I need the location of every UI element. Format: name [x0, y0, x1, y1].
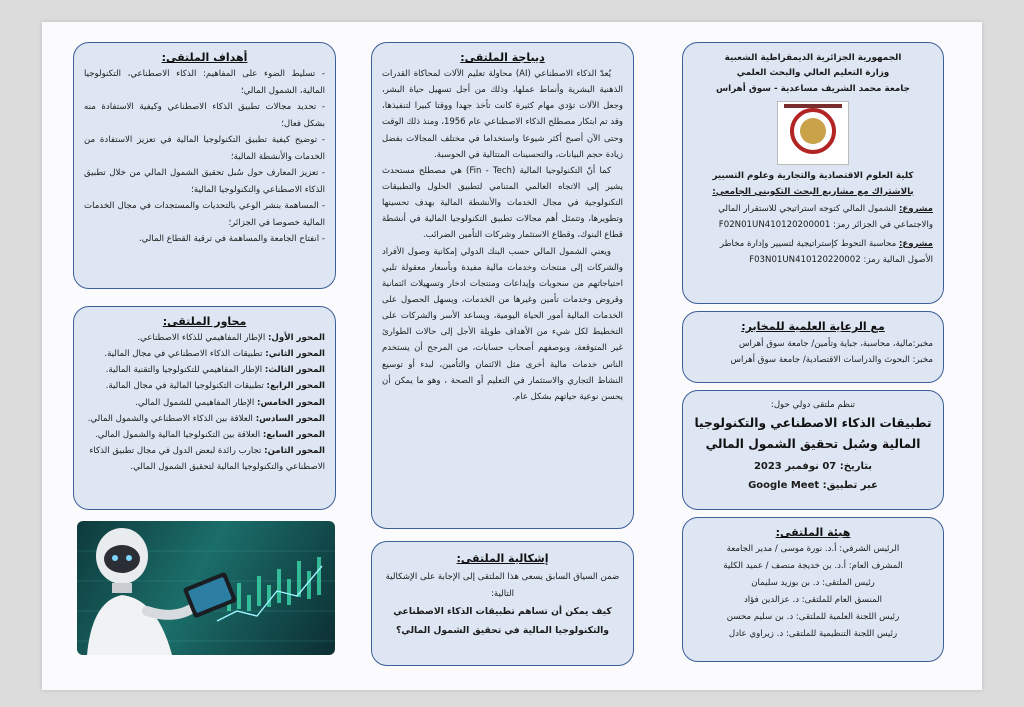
preface-title: ديباجة الملتقى:	[460, 51, 545, 64]
event-card	[682, 390, 944, 510]
axes-list	[84, 330, 325, 475]
project-2	[693, 237, 933, 269]
committee-list	[693, 541, 933, 643]
axis-text: العلاقة بين الذكاء الاصطناعي والشمول المالي.	[87, 413, 253, 424]
goal-item: - انفتاح الجامعة والمساهمة في ترقية القطاع المالي.	[138, 234, 325, 244]
axis-item	[84, 443, 325, 475]
labs-title: مع الرعاية العلمية للمخابر:	[741, 320, 885, 333]
goal-item: - المساهمة بنشر الوعي بالتحديات والمستجدات في مجال الخدمات المالية خصوصا في الجزائر؛	[84, 201, 325, 228]
axis-label: المحور السابع:	[262, 429, 325, 440]
project-1	[693, 202, 933, 234]
committee-member: رئيس اللجنة التنظيمية للملتقى: د. زيراوي عادل	[728, 628, 898, 639]
axis-item	[84, 378, 325, 394]
lab-2: مخبر: البحوث والدراسات الاقتصادية/ جامعة سوق أهراس	[730, 355, 933, 366]
lab-1: مخبر:مالية، محاسبة، جباية وتأمين/ جامعة سوق أهراس	[739, 339, 933, 349]
preface-card	[371, 42, 634, 529]
axis-text: الإطار المفاهيمي للذكاء الاصطناعي.	[137, 333, 266, 343]
axis-text: تجارب رائدة لبعض الدول في مجال تطبيق الذكاء الاصطناعي والتكنولوجيا المالية لتحقيق الشمول المالي.	[89, 446, 325, 473]
event-platform: عبر تطبيق: Google Meet	[748, 480, 878, 492]
ministry-line: وزارة التعليم العالي والبحث العلمي	[736, 68, 890, 79]
committee-member: المشرف العام: أ.د. بن خديجة منصف / عميد الكلية	[723, 560, 903, 571]
project-1-label: مشروع:	[898, 203, 933, 214]
preface-paragraph-2: كما أنّ التكنولوجيا المالية (Fin - Tech) هي مصطلح مستحدث يشير إلى الاتجاه العالمي المتنامي لتطبيق الحلول والتطبيقات التكنولوجية في مجال الخدمات والأنشطة المالية بهدف تحسينها وتطويرها، وتتمثل أهم مجالات تطبيق التكنولوجيا المالية في أنشطة قطاع البنوك، وقطاع الاستثمار وشركات التأمين الضرائب.	[382, 165, 623, 241]
university-logo	[777, 101, 849, 165]
axis-label: المحور الثالث:	[264, 365, 325, 376]
project-2-label: مشروع:	[898, 238, 933, 249]
goals-list	[84, 66, 325, 248]
committee-member: رئيس الملتقى: د. بن بوزيد سليمان	[751, 577, 875, 588]
axis-item	[84, 346, 325, 362]
event-date: بتاريخ: 07 نوفمبر 2023	[753, 461, 873, 473]
event-title-1: تطبيقات الذكاء الاصطناعي والتكنولوجيا	[694, 415, 932, 430]
event-title-2: المالية وسُبل تحقيق الشمول المالي	[705, 437, 921, 452]
goal-item: - تسليط الضوء على المفاهيم: الذكاء الاصطناعي، التكنولوجيا المالية، الشمول المالي؛	[84, 69, 325, 96]
labs-card	[682, 311, 944, 383]
axis-text: تطبيقات الذكاء الاصطناعي في مجال المالية.	[104, 349, 263, 360]
goals-card	[73, 42, 336, 289]
project-1-text: الشمول المالي كتوجه استراتيجي للاستقرار المالي والاجتماعي في الجزائر رمز: F02N01UN410120200001	[718, 203, 933, 230]
robot-tablet-image	[77, 521, 335, 655]
problem-text: ضمن السياق السابق يسعى هذا الملتقى إلى الإجابة على الإشكالية التالية:	[385, 572, 620, 600]
axis-text: العلاقة بين التكنولوجيا المالية والشمول المالي.	[94, 429, 261, 440]
axes-title: محاور الملتقى:	[162, 315, 247, 328]
axes-card	[73, 306, 336, 510]
axis-text: الإطار المفاهيمي للتكنولوجيا والتقنية المالية.	[105, 365, 263, 376]
axis-item	[84, 330, 325, 346]
committee-title: هيئة الملتقى:	[775, 526, 851, 539]
partner-line: بالاشتراك مع مشاريع البحث التكويني الجامعي:	[712, 186, 914, 197]
committee-member: الرئيس الشرفي: أ.د. نورة موسى / مدير الجامعة	[726, 544, 900, 554]
committee-member: المنسق العام للملتقى: د. عزالدين فؤاد	[743, 594, 883, 605]
axis-label: المحور الثاني:	[265, 349, 325, 360]
axis-text: الإطار المفاهيمي للشمول المالي.	[135, 397, 255, 408]
republic-line: الجمهورية الجزائرية الديمقراطية الشعبية	[724, 53, 902, 63]
axis-item	[84, 362, 325, 378]
preface-paragraph-3: ويعني الشمول المالي حسب البنك الدولي إمكانية وصول الأفراد والشركات إلى منتجات وخدمات مالية مفيدة وبأسعار معقولة تلبي احتياجاتهم من سحوبات وإيداعات ومنتجات ادخار وتسهيلات ائتمانية وقروض وخدمات تأمين وغيرها من الخدمات، ويسهل الحصول على الخدمات المالية أمور الحياة اليومية، ويساعد الأسر والشركات على التخطيط لكل شيء من الأهداف طويلة الأجل إلى حالات الطوارئ غير المتوقعة، وبوصفهم أصحاب حسابات، من المرجح أن يستخدم الناس خدمات مالية أخرى مثل الائتمان والتأمين، لبدء أو توسيع النشاط التجاري والاستثمار في التعليم أو الصحة ، وهو ما يمكن أن يحسن نوعية حياتهم بشكل عام.	[382, 246, 623, 402]
goal-item: - تحديد مجالات تطبيق الذكاء الاصطناعي وكيفية الاستفادة منه بشكل فعال؛	[84, 102, 325, 129]
header-card	[682, 42, 944, 304]
problem-title: إشكالية الملتقى:	[456, 552, 549, 565]
axis-label: المحور السادس:	[255, 413, 325, 424]
axis-label: المحور الرابع:	[266, 381, 325, 392]
goal-item: - تعزيز المعارف حول سُبل تحقيق الشمول المالي من خلال تطبيق الذكاء الاصطناعي والتكنولوجيا المالية؛	[84, 168, 325, 195]
axis-label: المحور الأول:	[267, 333, 325, 343]
event-intro: تنظم ملتقى دولي حول:	[770, 400, 856, 410]
goal-item: - توضيح كيفية تطبيق التكنولوجيا المالية في تعزيز الاستفادة من الخدمات والأنشطة المالية؛	[84, 135, 325, 162]
axis-item	[84, 427, 325, 443]
faculty-line: كلية العلوم الاقتصادية والتجارية وعلوم التسيير	[712, 171, 914, 182]
university-line: جامعة محمد الشريف مساعدية - سوق أهراس	[716, 83, 910, 94]
committee-member: رئيس اللجنة العلمية للملتقى: د. بن سليم محسن	[726, 611, 900, 622]
axis-label: المحور الثامن:	[264, 446, 325, 457]
preface-paragraph-1: يُعدّ الذكاء الاصطناعي (AI) محاولة تعليم الآلات لمحاكاة القدرات الذهنية البشرية وأنماط عملها، وذلك من أجل تسهيل حياة البشر، وجعل الآلات تؤدي مهام كثيرة كانت تأخذ جهدا ووقتا كبيرا لتنفيذها، وقد تم ابتكار مصطلح الذكاء الاصطناعي عام 1956، ومنذ ذلك الوقت وحتى الآن أصبح أكثر شيوعا واستخداما في مختلف المجالات بفضل زيادة حجم البيانات، والتحسينات المتتالية في الحوسبة.	[382, 69, 623, 160]
axis-item	[84, 395, 325, 411]
axis-item	[84, 411, 325, 427]
axis-text: تطبيقات التكنولوجيا المالية في مجال المالية.	[105, 381, 264, 392]
robot-illustration	[77, 521, 335, 655]
committee-card	[682, 517, 944, 662]
axis-label: المحور الخامس:	[257, 397, 325, 408]
problem-card	[371, 541, 634, 666]
problem-question: كيف يمكن أن تساهم تطبيقات الذكاء الاصطناعي والتكنولوجيا المالية في تحقيق الشمول المالي؟	[393, 606, 612, 636]
goals-title: أهداف الملتقى:	[161, 51, 248, 64]
project-2-text: محاسبة التحوط كإستراتيجية لتسيير وإدارة مخاطر الأصول المالية رمز: F03N01UN410120220002	[719, 238, 933, 265]
